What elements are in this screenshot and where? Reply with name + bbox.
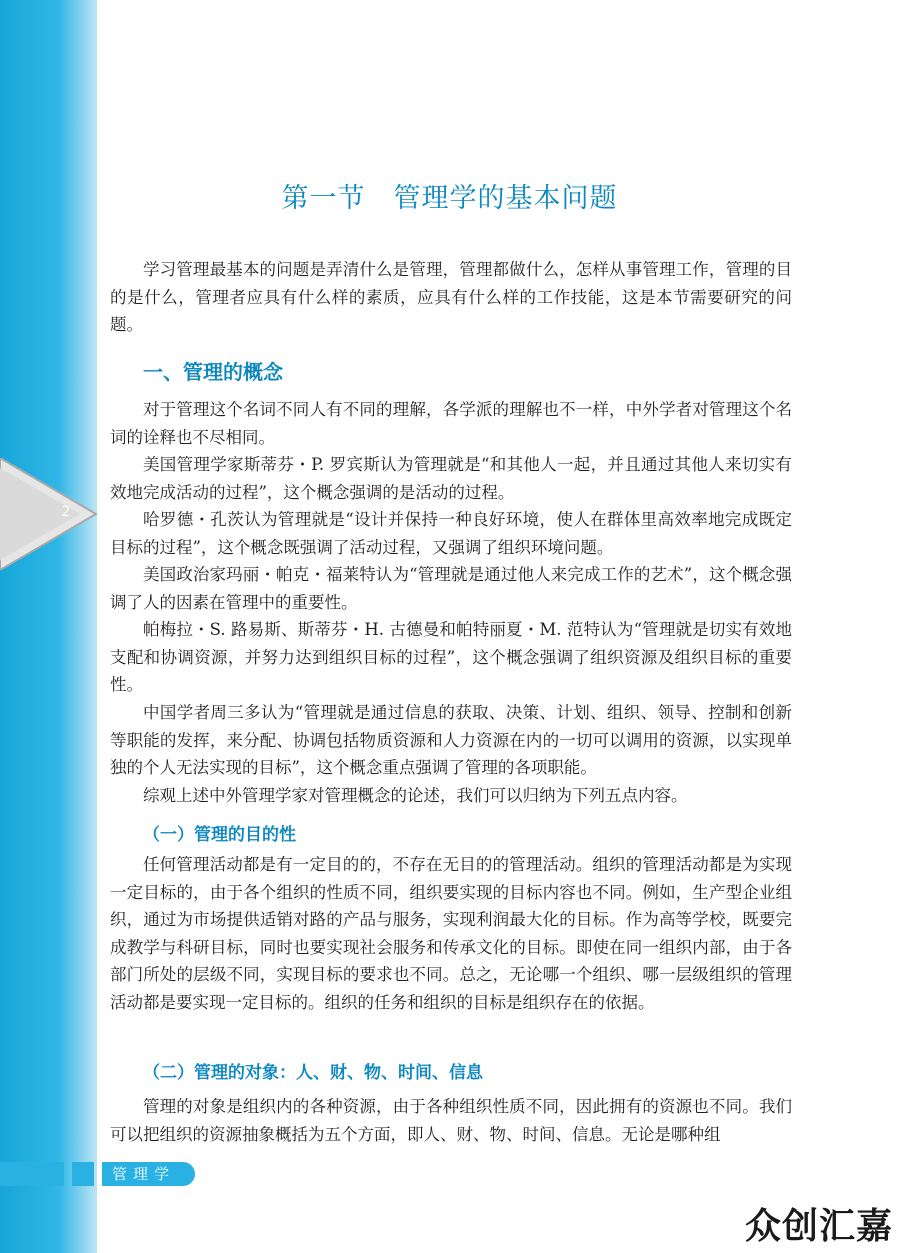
footer-block-mid [72,1162,94,1186]
footer-book-title: 管理学 [102,1162,195,1186]
section-title: 第一节 管理学的基本问题 [281,183,618,214]
page-tab-arrow [0,458,100,570]
footer-block-left [0,1162,64,1186]
subheading-purpose: （一）管理的目的性 [143,825,296,845]
purpose-paragraph: 任何管理活动都是有一定目的的，不存在无目的的管理活动。组织的管理活动都是为实现一定目标的，由于各个组织的性质不同，组织要实现的目标内容也不同。例如，生产型企业组织，通过为市场提供适销对路的产品与服务，实现利润最大化的目标。作为高等学校，既要完成教学与科研目标，同时也要实现社会服务和传承文化的目标。即使在同一组织内部，由于各部门所处的层级不同，实现目标的要求也不同。总之，无论哪一个组织、哪一层级组织的管理活动都是要实现一定目标的。组织的任务和组织的目标是组织存在的依据。 [110,855,792,1012]
paragraph-5: 帕梅拉・S. 路易斯、斯蒂芬・H. 古德曼和帕特丽夏・M. 范特认为“管理就是切实有效地支配和协调资源，并努力达到组织目标的过程”，这个概念强调了组织资源及组织目标的重要性。 [110,620,792,694]
paragraph-1: 对于管理这个名词不同人有不同的理解，各学派的理解也不一样，中外学者对管理这个名词的诠释也不尽相同。 [110,400,792,447]
page-number: 2 [61,504,71,520]
paragraph-3: 哈罗德・孔茨认为管理就是“设计并保持一种良好环境，使人在群体里高效率地完成既定目标的过程”，这个概念既强调了活动过程，又强调了组织环境问题。 [110,510,792,557]
paragraph-6: 中国学者周三多认为“管理就是通过信息的获取、决策、计划、组织、领导、控制和创新等职能的发挥，来分配、协调包括物质资源和人力资源在内的一切可以调用的资源，以实现单独的个人无法实现的目标”，这个概念重点强调了管理的各项职能。 [110,703,792,777]
intro-paragraph: 学习管理最基本的问题是弄清什么是管理，管理都做什么，怎样从事管理工作，管理的目的是什么，管理者应具有什么样的素质，应具有什么样的工作技能，这是本节需要研究的问题。 [110,260,792,334]
paragraph-2: 美国管理学家斯蒂芬・P. 罗宾斯认为管理就是“和其他人一起，并且通过其他人来切实有效地完成活动的过程”，这个概念强调的是活动的过程。 [110,455,792,502]
subheading-objects: （二）管理的对象：人、财、物、时间、信息 [143,1063,483,1083]
heading-concept: 一、管理的概念 [143,360,283,384]
footer-bar [0,1162,195,1186]
paragraph-7: 综观上述中外管理学家对管理概念的论述，我们可以归纳为下列五点内容。 [143,786,688,805]
objects-paragraph: 管理的对象是组织内的各种资源，由于各种组织性质不同，因此拥有的资源也不同。我们可以把组织的资源抽象概括为五个方面，即人、财、物、时间、信息。无论是哪种组 [110,1097,792,1144]
paragraph-4: 美国政治家玛丽・帕克・福莱特认为“管理就是通过他人来完成工作的艺术”，这个概念强调了人的因素在管理中的重要性。 [110,565,792,612]
watermark: 众创汇嘉 [744,1206,893,1247]
